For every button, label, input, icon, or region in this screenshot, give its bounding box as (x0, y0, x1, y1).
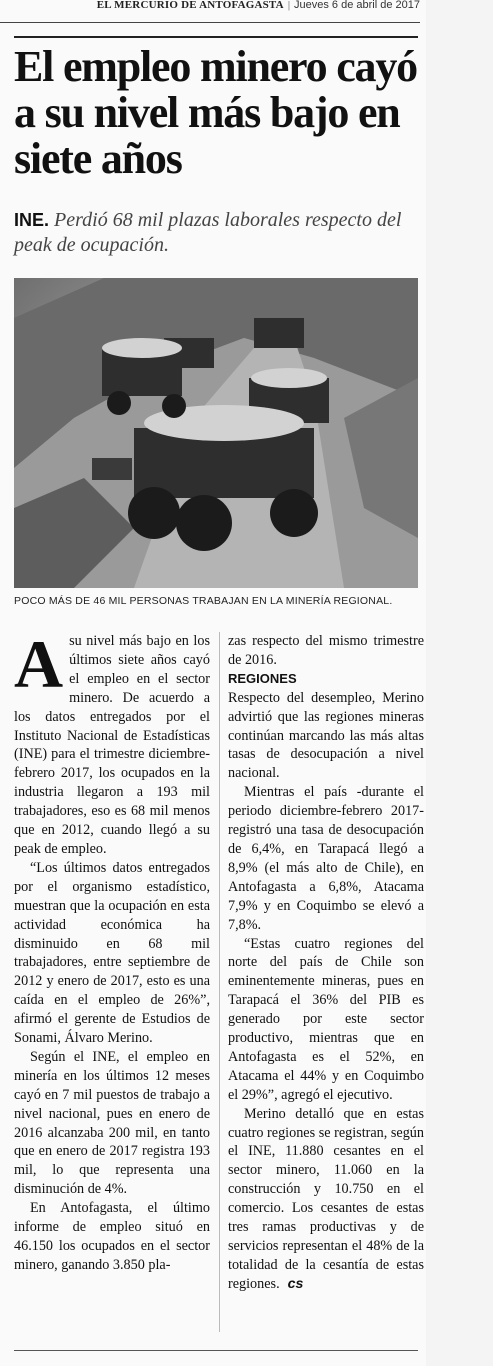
paragraph: Según el INE, el empleo en minería en los últimos 12 meses cayó en 7 mil puestos de trabajo a nivel nacional, pues en enero de 2016 alcanzaba 200 mil, en tanto que en enero de 2017 registra 193 mil, lo que representa una disminución de 4%. (14, 1048, 210, 1198)
article-column-2 (228, 632, 424, 1294)
page-margin (426, 0, 493, 1366)
paragraph: Respecto del desempleo, Merino advirtió que las regiones mineras continúan marcando las más altas tasas de desocupación a nivel nacional. (228, 689, 424, 782)
page-header (0, 0, 420, 23)
paragraph-continuation: zas respecto del mismo trimestre de 2016. (228, 633, 424, 668)
photo-illustration (14, 278, 418, 588)
kicker: INE. (14, 210, 50, 230)
subheadline (14, 208, 414, 258)
drop-cap: A (14, 626, 64, 702)
section-heading: REGIONES (228, 670, 297, 686)
article-column-1 (14, 626, 210, 1275)
paragraph: “Estas cuatro regiones del norte del país de Chile son eminentemente mineras, pues en Tarapacá el 36% del PIB es generado por este sector productivo, mientras que en Antofagasta es el 52%, en Atacama el 44% y en Coquimbo el 29%”, agregó el ejecutivo. (228, 935, 424, 1103)
publication-date: Jueves 6 de abril de 2017 (294, 0, 420, 11)
paragraph (228, 1105, 424, 1294)
photo-caption: POCO MÁS DE 46 MIL PERSONAS TRABAJAN EN LA MINERÍA REGIONAL. (14, 595, 393, 607)
top-rule (14, 36, 418, 38)
lead-paragraph (14, 626, 210, 859)
lead-text: su nivel más bajo en los últimos siete años cayó el empleo en el sector minero. De acuerdo a los datos entregados por el Instituto Nacional de Estadísticas (INE) para el trimestre diciembre-febrero 2017, los ocupados en la industria llegaron a 193 mil trabajadores, eso es 68 mil menos que en 2012, cuando llegó a su peak de empleo. (14, 633, 210, 857)
author-initials: cs (287, 1275, 304, 1292)
final-paragraph-text: Merino detalló que en estas cuatro regiones se registran, según el INE, 11.880 cesantes en el sector minero, 11.060 en la construcción y 10.750 en el comercio. Los cesantes de estas tres ramas productivas y de servicios representan el 48% de la totalidad de la cesantía de estas regiones. (228, 1105, 424, 1292)
publication-name: EL MERCURIO DE ANTOFAGASTA (96, 0, 284, 11)
paragraph: En Antofagasta, el último informe de empleo situó en 46.150 los ocupados en el sector minero, ganando 3.850 pla- (14, 1200, 210, 1273)
bottom-rule (14, 1350, 418, 1351)
headline: El empleo minero cayó a su nivel más bajo en siete años (14, 42, 417, 183)
paragraph: Mientras el país -durante el periodo diciembre-febrero 2017- registró una tasa de desocupación de 6,4%, en Tarapacá llegó a 8,9% (el más alto de Chile), en Antofagasta a 6,8%, Atacama 7,9% y en Coquimbo se elevó a 7,8%. (228, 784, 424, 933)
column-divider (219, 632, 220, 1332)
mining-trucks-photo (14, 278, 418, 588)
header-separator: | (287, 0, 291, 11)
paragraph: “Los últimos datos entregados por el organismo estadístico, muestran que la ocupación en esta actividad económica ha disminuido en 68 mil trabajadores, entre septiembre de 2012 y enero de 2017, esto es una caída en el empleo de 26%”, afirmó el gerente de Estudios de Sonami, Álvaro Merino. (14, 859, 210, 1047)
subhead-text: Perdió 68 mil plazas laborales respecto del peak de ocupación. (14, 209, 402, 256)
